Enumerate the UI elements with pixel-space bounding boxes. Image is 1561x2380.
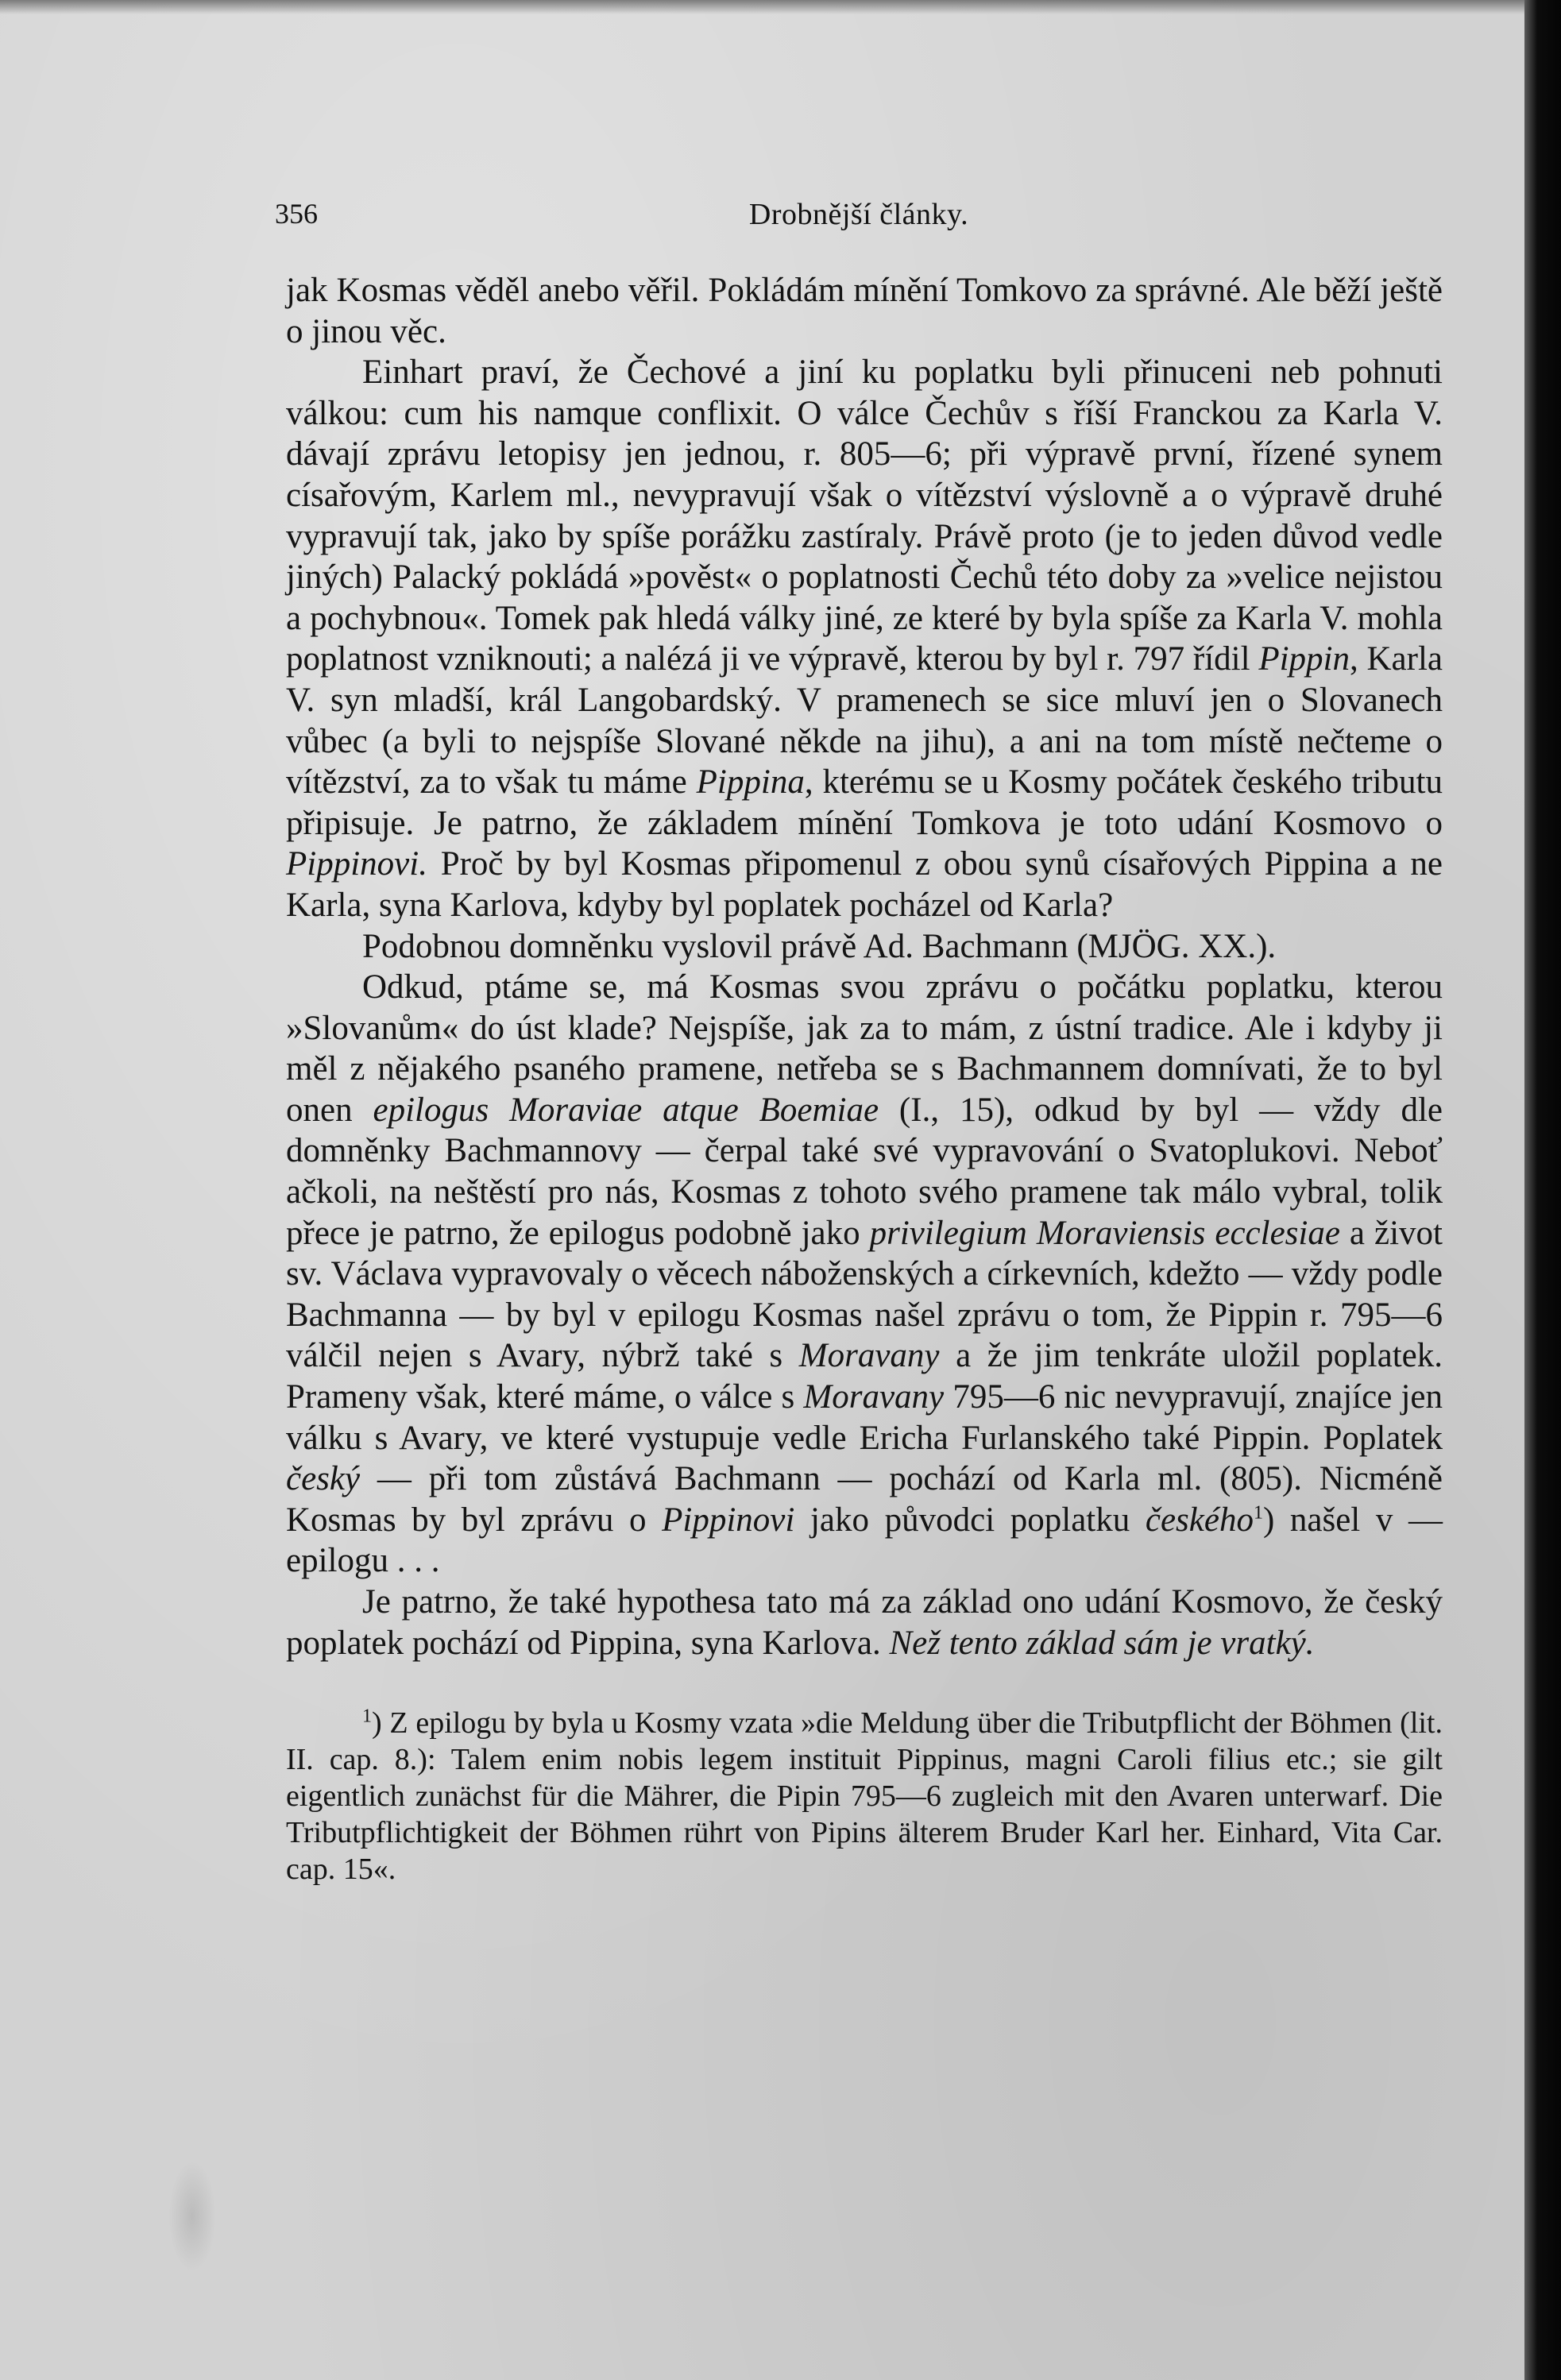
- footnote-marker: 1: [362, 1706, 372, 1727]
- paragraph-4-text-h: ) našel v — epilogu . . .: [286, 1501, 1443, 1580]
- page-number: 356: [275, 198, 318, 230]
- paragraph-4-text-e: 795—6 nic nevypravují, znajíce jen válku s Avary, ve které vystupuje vedle Ericha Furlanského také Pippin. Poplatek: [286, 1378, 1443, 1457]
- footnote: [286, 1705, 1443, 1887]
- paragraph-2: [286, 352, 1443, 925]
- paragraph-2-text-a: Einhart praví, že Čechové a jiní ku poplatku byli přinuceni neb pohnuti válkou: cum his namque conflixit. O válce Čechův s říší Franckou za Karla V. dávají zprávu letopisy jen jednou, r. 805—6; při výpravě první, řízené synem císařovým, Karlem ml., nevypravují však o vítězství výslovně a o výpravě druhé vypravují tak, jako by spíše porážku zastíraly. Právě proto (je to jeden důvod vedle jiných) Palacký pokládá »pověst« o poplatnosti Čechů této doby za »velice nejistou a pochybnou«. Tomek pak hledá války jiné, ze které by byla spíše za Karla V. mohla poplatnost vzniknouti; a nalézá ji ve výpravě, kterou by byl r. 797 řídil: [286, 354, 1443, 678]
- paragraph-4-text-c: a život sv. Václava vypravovaly o věcech náboženských a církevních, kdežto — vždy podle Bachmanna — by byl v epilogu Kosmas našel zprávu o tom, že Pippin r. 795—6 válčil nejen s Avary, nýbrž také s: [286, 1214, 1443, 1375]
- footnote-reference: 1: [1253, 1502, 1263, 1524]
- paragraph-2-text-c: , kterému se u Kosmy počátek českého tributu připisuje. Je patrno, že základem mínění Tomkova je toto udání Kosmovo o: [286, 763, 1443, 842]
- paragraph-2-text-b: , Karla V. syn mladší, král Langobardský. V pramenech se sice mluví jen o Slovanech vůbec (a byli to nejspíše Slované někde na jihu), a ani na tom místě nečteme o vítězství, za to však tu máme: [286, 640, 1443, 802]
- page-header: [275, 197, 1443, 245]
- paragraph-4-text-b: (I., 15), odkud by byl — vždy dle domněnky Bachmannovy — čerpal také své vypravování o Svatoplukovi. Neboť ačkoli, na neštěstí pro nás, Kosmas z tohoto svého pramene tak málo vybral, tolik přece je patrno, že epilogus podobně jako: [286, 1091, 1443, 1252]
- paragraph-3: Podobnou domněnku vyslovil právě Ad. Bachmann (MJÖG. XX.).: [362, 927, 1277, 965]
- italic-epilogus: epilogus Moraviae atque Boemiae: [373, 1091, 879, 1129]
- scan-smudge: [168, 2161, 216, 2272]
- paragraph-2-text-d: Proč by byl Kosmas připomenul z obou synů císařových Pippina a ne Karla, syna Karlova, kdyby byl poplatek pocházel od Karla?: [286, 845, 1443, 924]
- paragraph-5-text-a: Je patrno, že také hypothesa tato má za základ ono udání Kosmovo, že český poplatek pochází od Pippina, syna Karlova.: [286, 1583, 1443, 1662]
- italic-pippinovi-2: Pippinovi: [662, 1501, 795, 1539]
- italic-pippina: Pippina: [696, 763, 805, 802]
- paragraph-4: [286, 967, 1443, 1582]
- footnote-text: [286, 1705, 1443, 1887]
- italic-cesky: český: [286, 1460, 361, 1498]
- italic-ceskeho: českého: [1145, 1501, 1254, 1539]
- paragraph-4-text-a: Odkud, ptáme se, má Kosmas svou zprávu o počátku poplatku, kterou »Slovanům« do úst klade? Nejspíše, jak za to mám, z ústní tradice. Ale i kdyby ji měl z nějakého psaného pramene, netřeba se s Bachmannem domnívati, že to byl onen: [286, 968, 1443, 1129]
- italic-pippin: Pippin: [1258, 640, 1350, 678]
- italic-pippinovi: Pippinovi.: [286, 845, 427, 883]
- paragraph-5: [286, 1582, 1443, 1663]
- paragraph-4-text-g: jako původci poplatku: [794, 1501, 1146, 1539]
- top-shadow: [0, 0, 1525, 14]
- body-text: [286, 270, 1443, 1663]
- italic-moravany-1: Moravany: [798, 1337, 940, 1375]
- paragraph-1: jak Kosmas věděl anebo věřil. Pokládám mínění Tomkovo za správné. Ale běží ještě o jinou věc.: [286, 272, 1443, 350]
- footnote-body: ) Z epilogu by byla u Kosmy vzata »die Meldung über die Tributpflicht der Böhmen (lit. II. cap. 8.): Talem enim nobis legem instituit Pippinus, magni Caroli filius etc.; sie gilt eigentlich zunächst für die Mährer, die Pipin 795—6 zugleich mit den Avaren unterwarf. Die Tributpflichtigkeit der Böhmen rührt von Pipins älterem Bruder Karl her. Einhard, Vita Car. cap. 15«.: [286, 1706, 1443, 1887]
- paragraph-4-text-d: a že jim tenkráte uložil poplatek. Prameny však, které máme, o válce s: [286, 1337, 1443, 1416]
- running-title: Drobnější články.: [748, 198, 969, 231]
- italic-conclusion: Než tento základ sám je vratký.: [889, 1624, 1315, 1662]
- italic-moravany-2: Moravany: [803, 1378, 945, 1416]
- text-block: [286, 270, 1443, 1887]
- scan-edge-shadow: [1524, 0, 1561, 2380]
- italic-privilegium: privilegium Moraviensis ecclesiae: [869, 1214, 1340, 1252]
- paragraph-4-text-f: — při tom zůstává Bachmann — pochází od Karla ml. (805). Nicméně Kosmas by byl zprávu o: [286, 1460, 1443, 1539]
